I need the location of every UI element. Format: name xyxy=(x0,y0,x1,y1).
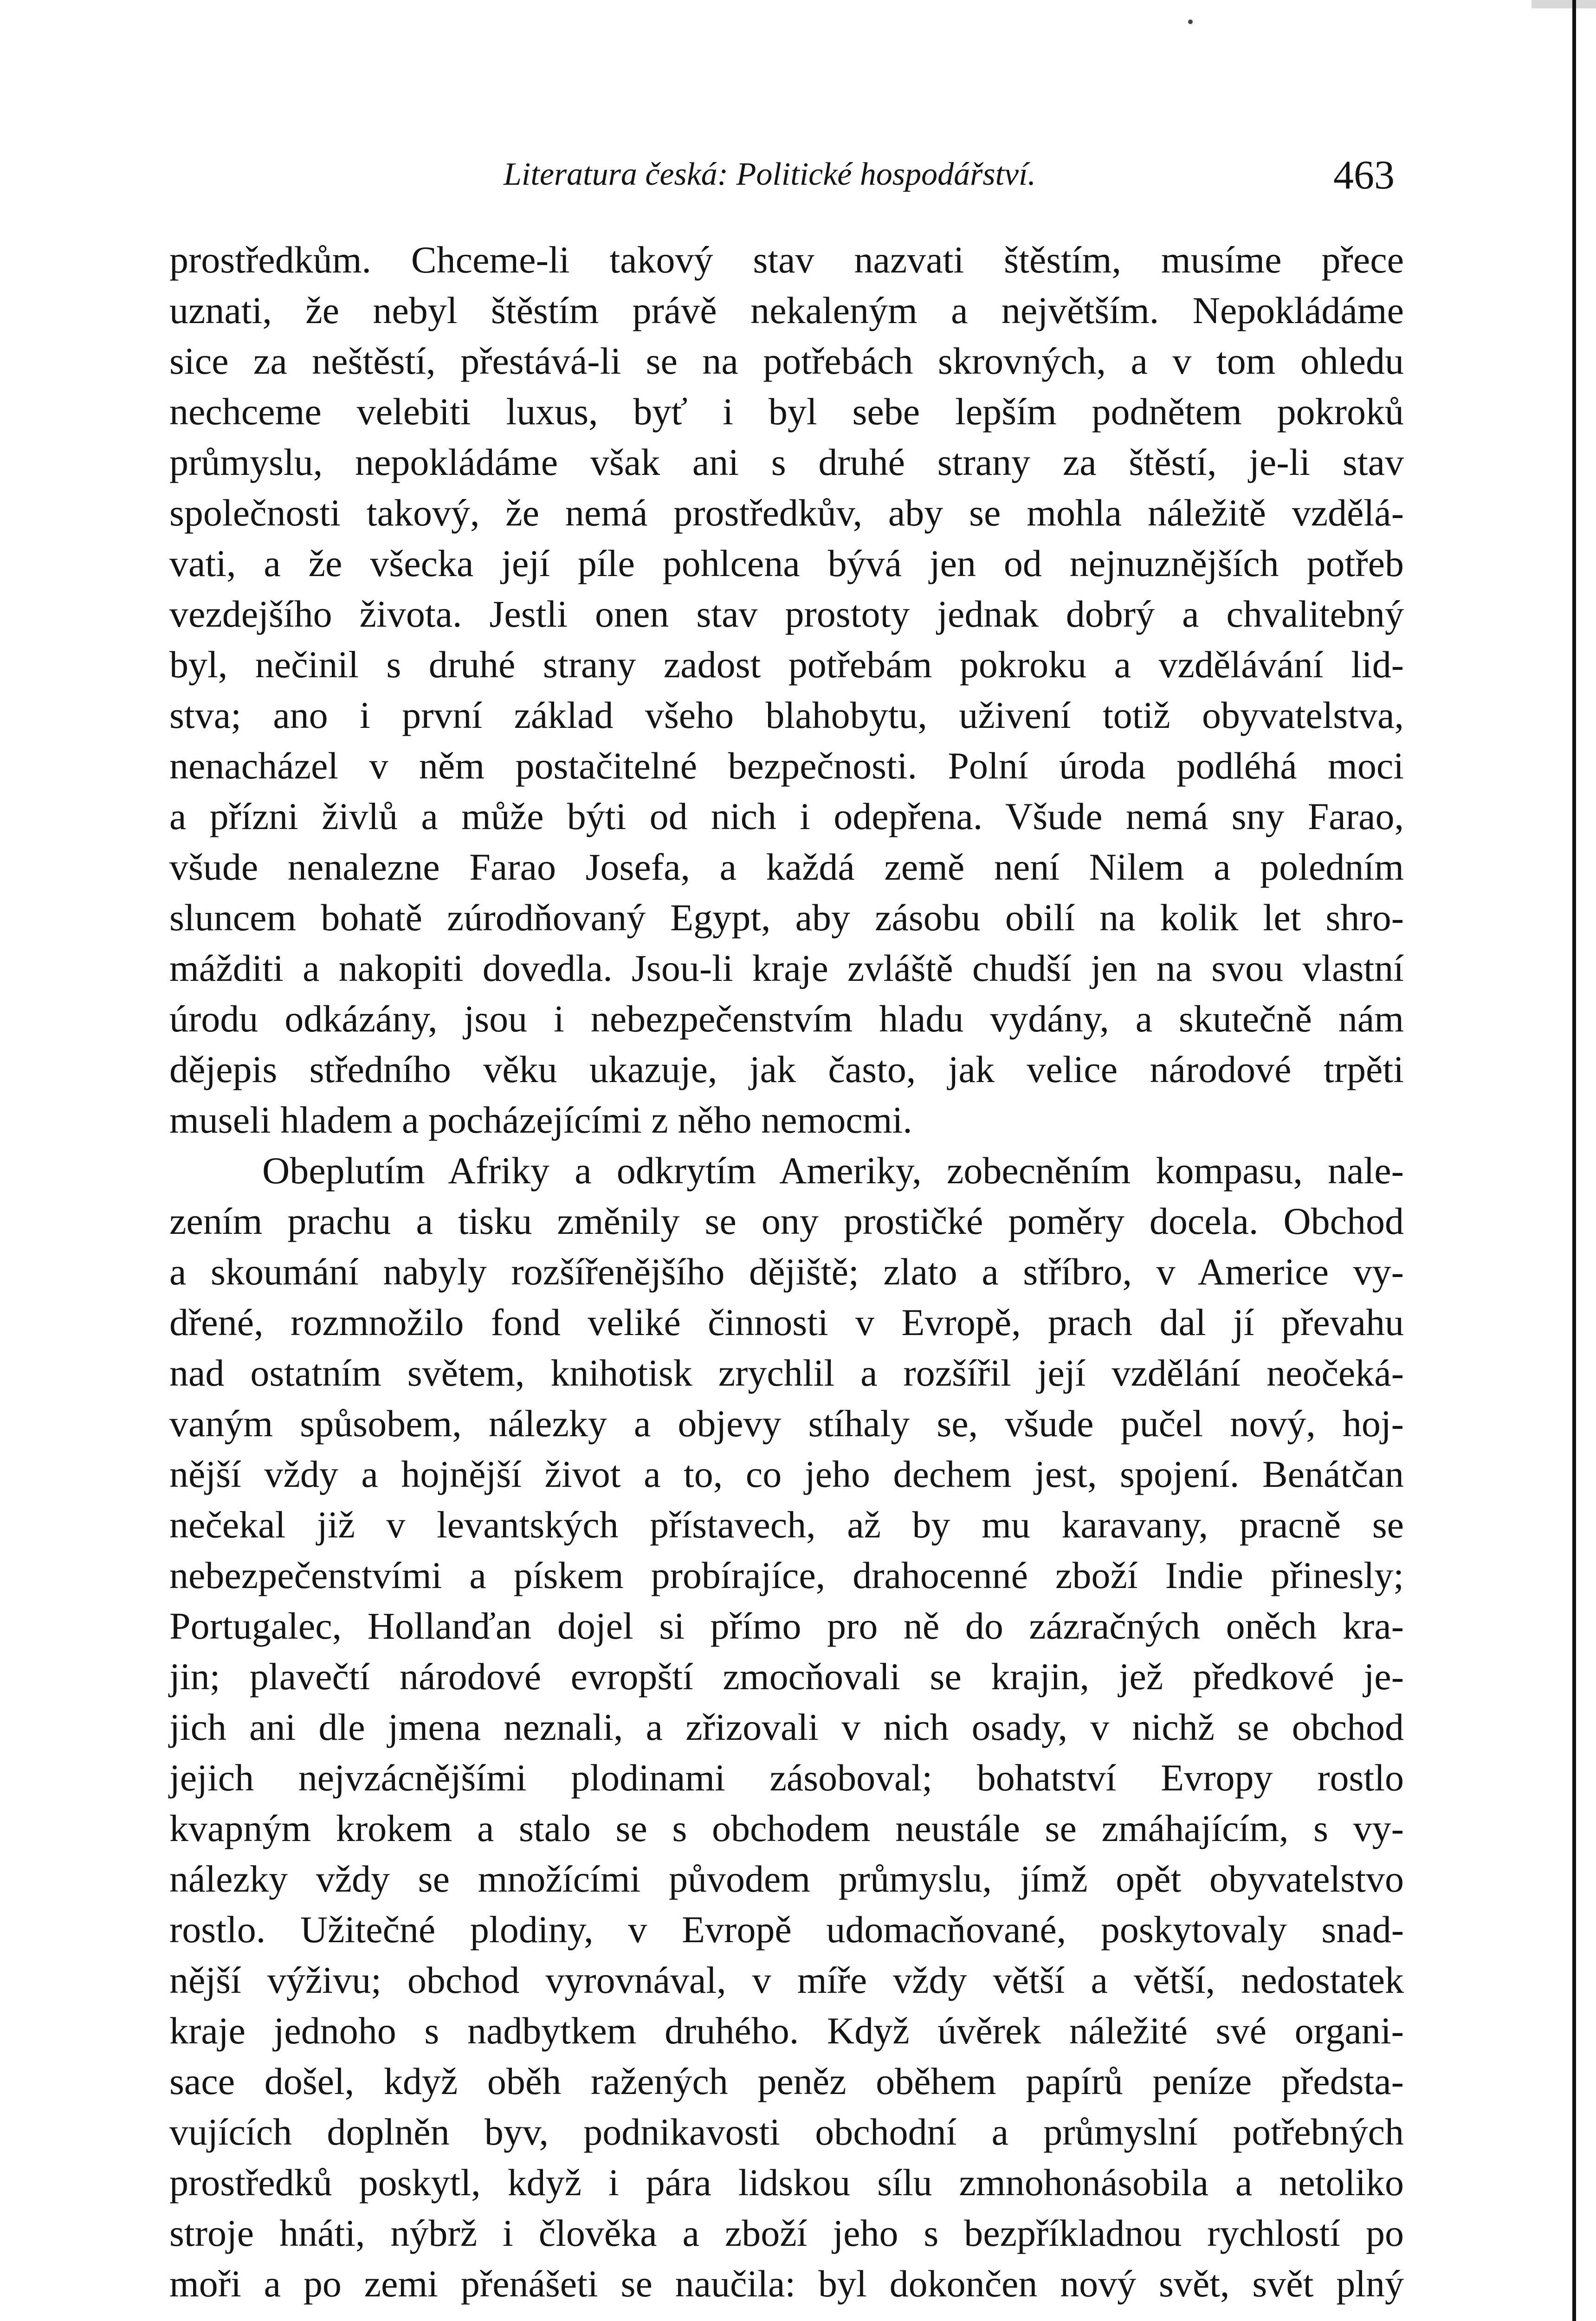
text-line: jich ani dle jmena neznali, a zřizovali v nich osady, v nichž se obchod xyxy=(169,1706,1404,1748)
text-line: prostředkům. Chceme-li takový stav nazvati štěstím, musíme přece xyxy=(169,239,1404,281)
text-line: Obeplutím Afriky a odkrytím Ameriky, zobecněním kompasu, nale- xyxy=(262,1149,1404,1192)
text-line: nější výživu; obchod vyrovnával, v míře vždy větší a větší, nedostatek xyxy=(169,1959,1404,2001)
text-line: vati, a že všecka její píle pohlcena bývá jen od nejnuznějších potřeb xyxy=(169,542,1404,584)
scan-right-border xyxy=(1572,0,1576,2321)
text-line: a přízni živlů a může býti od nich i odepřena. Všude nemá sny Farao, xyxy=(169,795,1404,837)
scan-top-edge xyxy=(1531,0,1596,8)
text-line: mážditi a nakopiti dovedla. Jsou-li kraje zvláště chudší jen na svou vlastní xyxy=(169,947,1404,989)
text-line: byl, nečinil s druhé strany zadost potřebám pokroku a vzdělávání lid- xyxy=(169,643,1404,686)
body-text xyxy=(169,234,1404,2309)
text-line: uznati, že nebyl štěstím právě nekaleným a největším. Nepokládáme xyxy=(169,289,1404,331)
text-line: nechceme velebiti luxus, byť i byl sebe lepším podnětem pokroků xyxy=(169,390,1404,433)
text-line: vaným spůsobem, nálezky a objevy stíhaly se, všude pučel nový, hoj- xyxy=(169,1402,1404,1445)
text-line: Portugalec, Hollanďan dojel si přímo pro ně do zázračných oněch kra- xyxy=(169,1605,1404,1647)
paragraph-1 xyxy=(169,234,1404,1145)
page-header xyxy=(169,148,1404,199)
text-line: průmyslu, nepokládáme však ani s druhé strany za štěstí, je-li stav xyxy=(169,441,1404,483)
text-line: kraje jednoho s nadbytkem druhého. Když úvěrek náležité své organi- xyxy=(169,2010,1404,2052)
text-line: zením prachu a tisku změnily se ony prostičké poměry docela. Obchod xyxy=(169,1200,1404,1242)
text-line: museli hladem a pocházejícími z něho nemocmi. xyxy=(169,1099,912,1141)
text-line: nálezky vždy se množícími původem průmyslu, jímž opět obyvatelstvo xyxy=(169,1858,1404,1900)
running-title: Literatura česká: Politické hospodářství. xyxy=(504,156,1036,192)
text-line: jejich nejvzácnějšími plodinami zásoboval; bohatství Evropy rostlo xyxy=(169,1757,1404,1799)
text-line: vezdejšího života. Jestli onen stav prostoty jednak dobrý a chvalitebný xyxy=(169,593,1404,635)
page-number: 463 xyxy=(1333,153,1395,198)
text-line: dřené, rozmnožilo fond veliké činnosti v Evropě, prach dal jí převahu xyxy=(169,1301,1404,1343)
text-line: nenacházel v něm postačitelné bezpečnosti. Polní úroda podléhá moci xyxy=(169,745,1404,787)
text-line: dějepis středního věku ukazuje, jak často, jak velice národové trpěti xyxy=(169,1048,1404,1090)
text-line: a skoumání nabyly rozšířenějšího dějiště; zlato a stříbro, v Americe vy- xyxy=(169,1251,1404,1293)
text-line: moři a po zemi přenášeti se naučila: byl dokončen nový svět, svět plný xyxy=(169,2263,1404,2305)
text-line: vujících doplněn byv, podnikavosti obchodní a průmyslní potřebných xyxy=(169,2111,1404,2153)
text-line: společnosti takový, že nemá prostředkův, aby se mohla náležitě vzdělá- xyxy=(169,492,1404,534)
text-line: sace došel, když oběh ražených peněz oběhem papírů peníze předsta- xyxy=(169,2060,1404,2102)
text-line: úrodu odkázány, jsou i nebezpečenstvím hladu vydány, a skutečně nám xyxy=(169,998,1404,1040)
text-line: nebezpečenstvími a pískem probírajíce, drahocenné zboží Indie přinesly; xyxy=(169,1554,1404,1596)
text-line: nad ostatním světem, knihotisk zrychlil a rozšířil její vzdělání neočeká- xyxy=(169,1352,1404,1394)
text-line: stroje hnáti, nýbrž i člověka a zboží jeho s bezpříkladnou rychlostí po xyxy=(169,2212,1404,2254)
text-line: kvapným krokem a stalo se s obchodem neustále se zmáhajícím, s vy- xyxy=(169,1807,1404,1849)
scan-dust-mark xyxy=(1188,19,1193,24)
text-line: sice za neštěstí, přestává-li se na potřebách skrovných, a v tom ohledu xyxy=(169,340,1404,382)
paragraph-2 xyxy=(169,1145,1404,2309)
text-line: všude nenalezne Farao Josefa, a každá země není Nilem a poledním xyxy=(169,846,1404,888)
text-line: sluncem bohatě zúrodňovaný Egypt, aby zásobu obilí na kolik let shro- xyxy=(169,896,1404,939)
text-line: nější vždy a hojnější život a to, co jeho dechem jest, spojení. Benátčan xyxy=(169,1453,1404,1495)
text-line: rostlo. Užitečné plodiny, v Evropě udomacňované, poskytovaly snad- xyxy=(169,1908,1404,1951)
text-line: prostředků poskytl, když i pára lidskou sílu zmnohonásobila a netoliko xyxy=(169,2161,1404,2204)
text-line: stva; ano i první základ všeho blahobytu, uživení totiž obyvatelstva, xyxy=(169,694,1404,736)
text-line: nečekal již v levantských přístavech, až by mu karavany, pracně se xyxy=(169,1504,1404,1546)
text-line: jin; plavečtí národové evropští zmocňovali se krajin, jež předkové je- xyxy=(169,1655,1404,1698)
